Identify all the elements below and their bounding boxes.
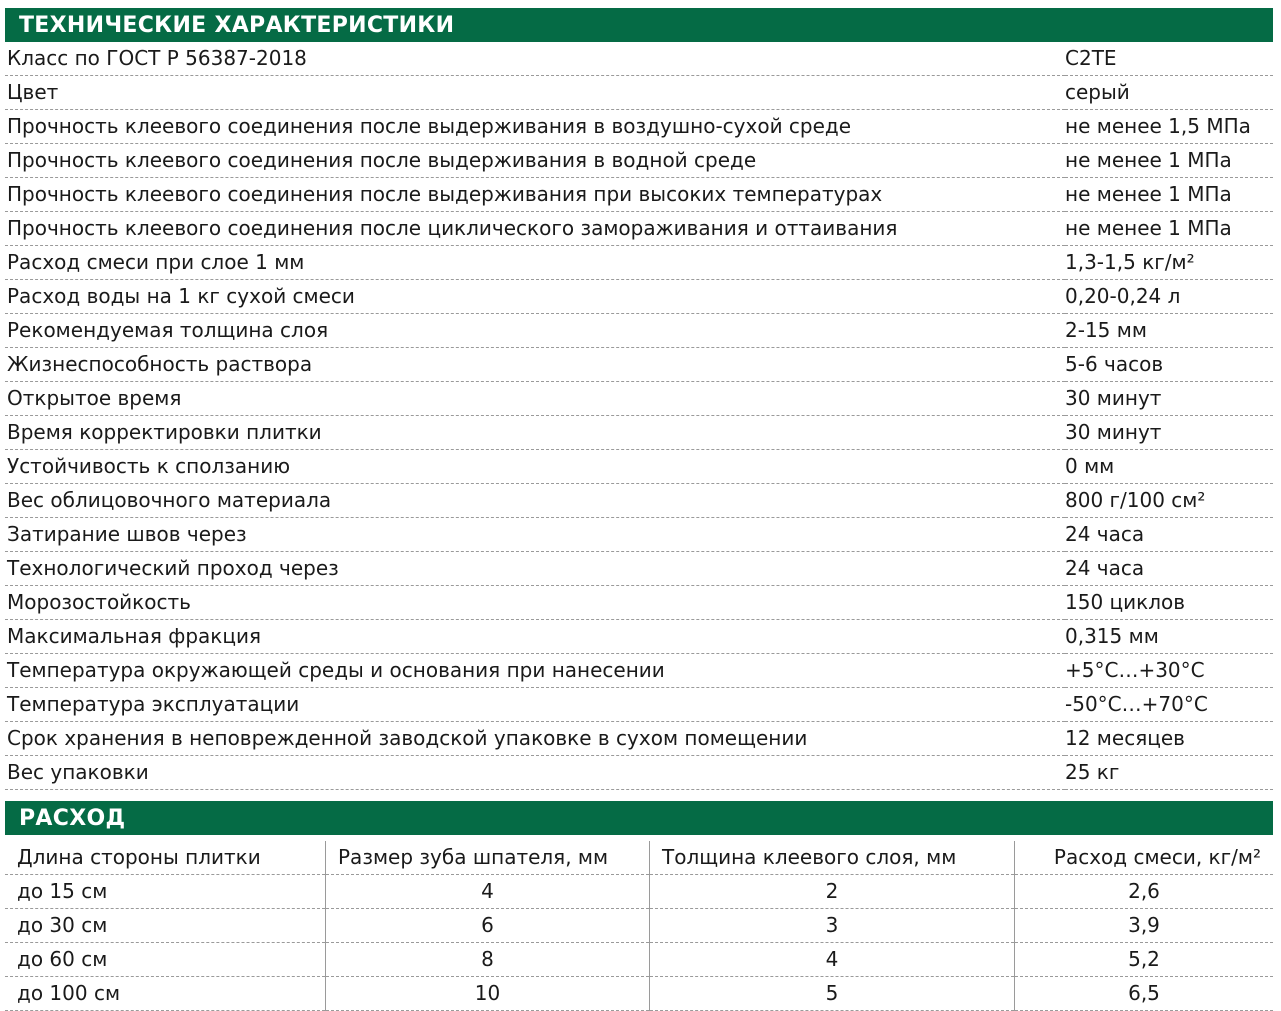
spec-label: Температура эксплуатации <box>5 688 1065 722</box>
table-row <box>5 212 1273 246</box>
cell-layer-thickness: 5 <box>650 977 1015 1011</box>
spec-label: Расход воды на 1 кг сухой смеси <box>5 280 1065 314</box>
cell-tile-size: до 60 см <box>5 943 326 977</box>
spec-value <box>1065 586 1273 620</box>
table-row <box>5 280 1273 314</box>
cell-trowel-tooth: 10 <box>326 977 650 1011</box>
cell-trowel-tooth: 8 <box>326 943 650 977</box>
spec-value <box>1065 416 1273 450</box>
spec-value-text: С2ТЕ <box>1065 46 1117 70</box>
spec-value <box>1065 382 1273 416</box>
spec-label: Расход смеси при слое 1 мм <box>5 246 1065 280</box>
spec-label: Максимальная фракция <box>5 620 1065 654</box>
spec-value-text: серый <box>1065 80 1130 104</box>
table-row <box>5 144 1273 178</box>
cell-layer-thickness: 4 <box>650 943 1015 977</box>
spec-value <box>1065 178 1273 212</box>
table-row <box>5 518 1273 552</box>
spec-label: Открытое время <box>5 382 1065 416</box>
spec-label: Жизнеспособность раствора <box>5 348 1065 382</box>
table-row <box>5 484 1273 518</box>
spec-value <box>1065 246 1273 280</box>
spec-value-text: 0,20-0,24 л <box>1065 284 1181 308</box>
spec-label: Прочность клеевого соединения после выдерживания в воздушно-сухой среде <box>5 110 1065 144</box>
spec-label: Вес облицовочного материала <box>5 484 1065 518</box>
spec-label: Рекомендуемая толщина слоя <box>5 314 1065 348</box>
spec-label: Устойчивость к сползанию <box>5 450 1065 484</box>
consumption-header: РАСХОД <box>5 801 1273 835</box>
cell-consumption: 5,2 <box>1015 943 1274 977</box>
table-row <box>5 42 1273 76</box>
spec-value-text: 0,315 мм <box>1065 624 1159 648</box>
spec-label: Прочность клеевого соединения после циклического замораживания и оттаивания <box>5 212 1065 246</box>
spec-value <box>1065 348 1273 382</box>
cell-layer-thickness: 3 <box>650 909 1015 943</box>
spec-value-text: 30 минут <box>1065 420 1162 444</box>
table-row <box>5 416 1273 450</box>
spec-value-text: 0 мм <box>1065 454 1115 478</box>
spec-value <box>1065 722 1273 756</box>
cell-consumption: 2,6 <box>1015 875 1274 909</box>
spec-label: Вес упаковки <box>5 756 1065 790</box>
spec-label: Время корректировки плитки <box>5 416 1065 450</box>
cell-tile-size: до 100 см <box>5 977 326 1011</box>
table-row <box>5 654 1273 688</box>
spec-value <box>1065 484 1273 518</box>
spec-value-text: 800 г/100 см² <box>1065 488 1206 512</box>
spec-label: Морозостойкость <box>5 586 1065 620</box>
table-row <box>5 178 1273 212</box>
cell-layer-thickness: 2 <box>650 875 1015 909</box>
spec-value-text: 1,3-1,5 кг/м² <box>1065 250 1195 274</box>
spec-value-text: -50°С…+70°С <box>1065 692 1208 716</box>
spec-value-text: 12 месяцев <box>1065 726 1185 750</box>
table-row <box>5 756 1273 790</box>
table-row <box>5 552 1273 586</box>
cell-tile-size: до 15 см <box>5 875 326 909</box>
table-row <box>5 722 1273 756</box>
spec-value <box>1065 620 1273 654</box>
spec-value-text: не менее 1,5 МПа <box>1065 114 1251 138</box>
spec-value-text: не менее 1 МПа <box>1065 216 1232 240</box>
table-header-row <box>5 841 1273 875</box>
table-row <box>5 110 1273 144</box>
spec-value <box>1065 42 1273 76</box>
table-row <box>5 620 1273 654</box>
spec-label: Цвет <box>5 76 1065 110</box>
spec-value-text: не менее 1 МПа <box>1065 182 1232 206</box>
table-row <box>5 314 1273 348</box>
consumption-table <box>5 841 1273 1011</box>
spec-label: Прочность клеевого соединения после выдерживания в водной среде <box>5 144 1065 178</box>
spec-value <box>1065 654 1273 688</box>
cell-trowel-tooth: 4 <box>326 875 650 909</box>
column-header-trowel-tooth: Размер зуба шпателя, мм <box>326 841 650 875</box>
spec-label: Срок хранения в неповрежденной заводской упаковке в сухом помещении <box>5 722 1065 756</box>
column-header-layer-thickness: Толщина клеевого слоя, мм <box>650 841 1015 875</box>
spec-value <box>1065 518 1273 552</box>
spec-value <box>1065 688 1273 722</box>
table-row <box>5 348 1273 382</box>
spec-value-text: 25 кг <box>1065 760 1120 784</box>
column-header-consumption: Расход смеси, кг/м² <box>1015 841 1274 875</box>
spec-label: Класс по ГОСТ Р 56387-2018 <box>5 42 1065 76</box>
spec-value <box>1065 76 1273 110</box>
spec-label: Технологический проход через <box>5 552 1065 586</box>
cell-consumption: 3,9 <box>1015 909 1274 943</box>
table-row <box>5 909 1273 943</box>
table-row <box>5 382 1273 416</box>
spec-value-text: 150 циклов <box>1065 590 1186 614</box>
spec-value-text: 2-15 мм <box>1065 318 1147 342</box>
spec-value <box>1065 756 1273 790</box>
spec-label: Затирание швов через <box>5 518 1065 552</box>
table-row <box>5 586 1273 620</box>
spec-value <box>1065 552 1273 586</box>
table-row <box>5 450 1273 484</box>
table-row <box>5 688 1273 722</box>
spec-value-text: +5°С…+30°С <box>1065 658 1205 682</box>
tech-specs-table <box>5 42 1273 790</box>
table-row <box>5 76 1273 110</box>
table-row <box>5 943 1273 977</box>
spec-value-text: 5-6 часов <box>1065 352 1164 376</box>
table-row <box>5 875 1273 909</box>
table-row <box>5 977 1273 1011</box>
table-row <box>5 246 1273 280</box>
cell-tile-size: до 30 см <box>5 909 326 943</box>
spec-label: Температура окружающей среды и основания при нанесении <box>5 654 1065 688</box>
spec-value-text: 24 часа <box>1065 522 1145 546</box>
spec-value <box>1065 280 1273 314</box>
column-header-tile-size: Длина стороны плитки <box>5 841 326 875</box>
spec-value-text: не менее 1 МПа <box>1065 148 1232 172</box>
cell-consumption: 6,5 <box>1015 977 1274 1011</box>
spec-value <box>1065 450 1273 484</box>
spec-label: Прочность клеевого соединения после выдерживания при высоких температурах <box>5 178 1065 212</box>
spec-value <box>1065 144 1273 178</box>
spec-value-text: 24 часа <box>1065 556 1145 580</box>
cell-trowel-tooth: 6 <box>326 909 650 943</box>
document-page <box>5 0 1273 1011</box>
spec-value <box>1065 212 1273 246</box>
spec-value <box>1065 314 1273 348</box>
tech-specs-header: ТЕХНИЧЕСКИЕ ХАРАКТЕРИСТИКИ <box>5 8 1273 42</box>
spec-value <box>1065 110 1273 144</box>
spec-value-text: 30 минут <box>1065 386 1162 410</box>
